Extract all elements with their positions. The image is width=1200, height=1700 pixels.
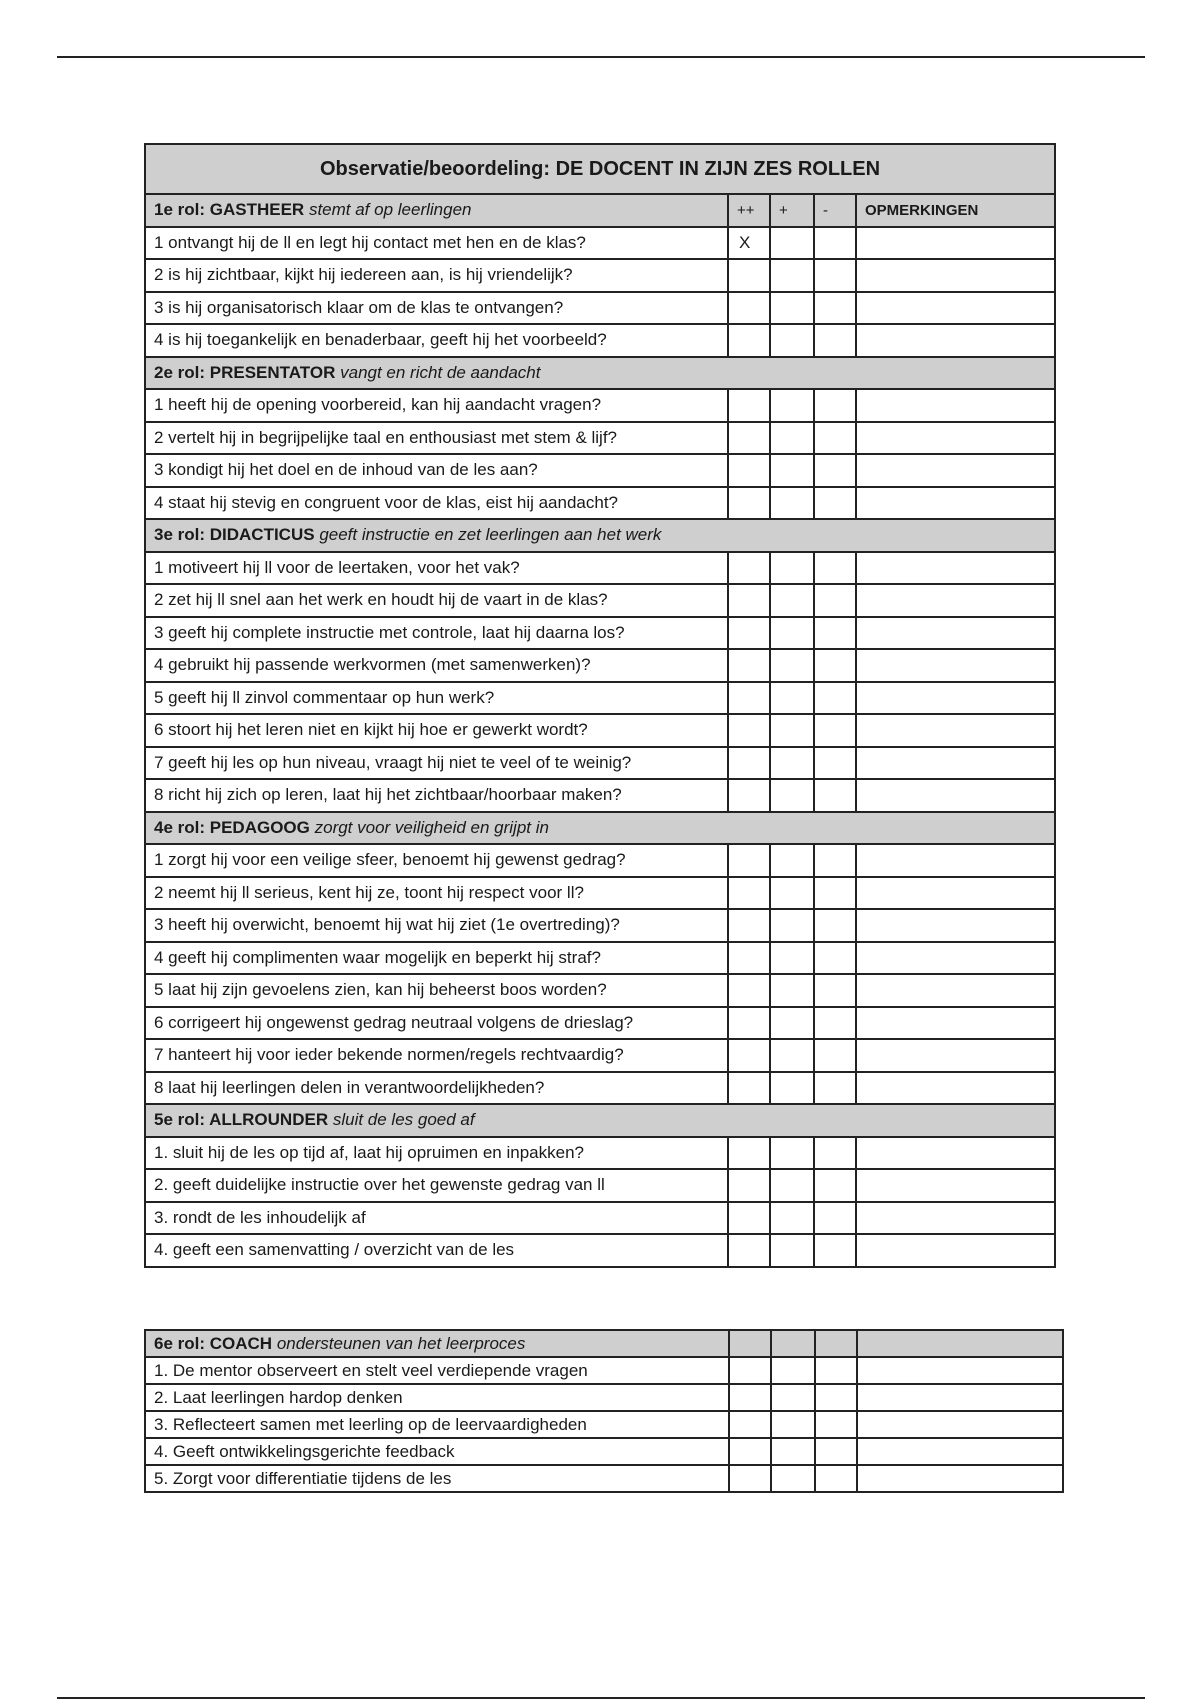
table-row bbox=[145, 1039, 1055, 1072]
rating-cell-m[interactable] bbox=[814, 649, 856, 682]
rating-cell-p[interactable] bbox=[770, 292, 814, 325]
item-question: 8 richt hij zich op leren, laat hij het zichtbaar/hoorbaar maken? bbox=[145, 779, 728, 812]
rating-cell-m[interactable] bbox=[814, 1072, 856, 1105]
section-header bbox=[145, 1104, 1055, 1137]
table-row bbox=[145, 1007, 1055, 1040]
rating-cell-m[interactable] bbox=[815, 1384, 857, 1411]
rating-cell-m[interactable] bbox=[814, 1202, 856, 1235]
section-label: 6e rol: COACH bbox=[154, 1333, 273, 1353]
notes-cell[interactable] bbox=[856, 942, 1055, 975]
table-row bbox=[145, 1169, 1055, 1202]
item-question: 3. Reflecteert samen met leerling op de leervaardigheden bbox=[145, 1411, 729, 1438]
rating-cell-p[interactable] bbox=[771, 1438, 815, 1465]
table-row bbox=[145, 389, 1055, 422]
coach-table-body bbox=[145, 1330, 1063, 1492]
rating-cell-p[interactable] bbox=[770, 942, 814, 975]
header-blank-cell bbox=[771, 1330, 815, 1357]
table-row bbox=[145, 682, 1055, 715]
rating-cell-m[interactable] bbox=[815, 1465, 857, 1492]
rating-cell-pp[interactable] bbox=[728, 584, 770, 617]
rating-cell-m[interactable] bbox=[814, 487, 856, 520]
column-header-p: + bbox=[770, 194, 814, 227]
rating-cell-m[interactable] bbox=[814, 779, 856, 812]
rating-cell-m[interactable] bbox=[814, 389, 856, 422]
rating-cell-pp[interactable] bbox=[728, 552, 770, 585]
section-description: vangt en richt de aandacht bbox=[340, 362, 541, 382]
section-header bbox=[145, 812, 1055, 845]
header-blank-cell bbox=[729, 1330, 771, 1357]
rating-cell-m[interactable] bbox=[814, 1039, 856, 1072]
item-question: 1 heeft hij de opening voorbereid, kan hij aandacht vragen? bbox=[145, 389, 728, 422]
rating-cell-m[interactable] bbox=[814, 1169, 856, 1202]
section-header bbox=[145, 519, 1055, 552]
rating-cell-p[interactable] bbox=[770, 1039, 814, 1072]
item-question: 8 laat hij leerlingen delen in verantwoordelijkheden? bbox=[145, 1072, 728, 1105]
item-question: 2 neemt hij ll serieus, kent hij ze, toont hij respect voor ll? bbox=[145, 877, 728, 910]
notes-cell[interactable] bbox=[856, 1202, 1055, 1235]
item-question: 1. De mentor observeert en stelt veel verdiepende vragen bbox=[145, 1357, 729, 1384]
item-question: 5 geeft hij ll zinvol commentaar op hun werk? bbox=[145, 682, 728, 715]
notes-cell[interactable] bbox=[856, 227, 1055, 260]
rating-cell-pp[interactable] bbox=[728, 747, 770, 780]
rating-cell-p[interactable] bbox=[770, 1072, 814, 1105]
rating-cell-m[interactable] bbox=[814, 227, 856, 260]
table-row bbox=[145, 1465, 1063, 1492]
table-title: Observatie/beoordeling: DE DOCENT IN ZIJN ZES ROLLEN bbox=[145, 144, 1055, 194]
notes-cell[interactable] bbox=[856, 389, 1055, 422]
notes-cell[interactable] bbox=[856, 487, 1055, 520]
item-question: 6 stoort hij het leren niet en kijkt hij hoe er gewerkt wordt? bbox=[145, 714, 728, 747]
rating-cell-pp[interactable] bbox=[728, 1072, 770, 1105]
rating-cell-p[interactable] bbox=[770, 877, 814, 910]
item-question: 4. geeft een samenvatting / overzicht van de les bbox=[145, 1234, 728, 1267]
table-row bbox=[145, 259, 1055, 292]
notes-cell[interactable] bbox=[856, 1039, 1055, 1072]
top-rule bbox=[57, 56, 1145, 58]
table-row bbox=[145, 909, 1055, 942]
column-header-pp: ++ bbox=[728, 194, 770, 227]
rating-cell-p[interactable] bbox=[770, 389, 814, 422]
table-row bbox=[145, 1357, 1063, 1384]
table-row bbox=[145, 552, 1055, 585]
rating-cell-pp[interactable] bbox=[728, 1202, 770, 1235]
item-question: 5 laat hij zijn gevoelens zien, kan hij beheerst boos worden? bbox=[145, 974, 728, 1007]
section-header-row bbox=[145, 194, 1055, 227]
rating-cell-p[interactable] bbox=[770, 714, 814, 747]
rating-cell-pp[interactable] bbox=[729, 1465, 771, 1492]
rating-cell-m[interactable] bbox=[815, 1357, 857, 1384]
rating-cell-p[interactable] bbox=[770, 422, 814, 455]
notes-cell[interactable] bbox=[856, 909, 1055, 942]
rating-cell-m[interactable] bbox=[814, 844, 856, 877]
rating-cell-p[interactable] bbox=[770, 454, 814, 487]
table-row bbox=[145, 454, 1055, 487]
rating-cell-pp[interactable] bbox=[729, 1384, 771, 1411]
rating-cell-p[interactable] bbox=[770, 324, 814, 357]
rating-cell-pp[interactable] bbox=[728, 292, 770, 325]
rating-cell-m[interactable] bbox=[814, 974, 856, 1007]
table-row bbox=[145, 844, 1055, 877]
item-question: 2 vertelt hij in begrijpelijke taal en enthousiast met stem & lijf? bbox=[145, 422, 728, 455]
item-question: 6 corrigeert hij ongewenst gedrag neutraal volgens de drieslag? bbox=[145, 1007, 728, 1040]
rating-cell-pp[interactable] bbox=[728, 909, 770, 942]
rating-cell-pp[interactable] bbox=[728, 259, 770, 292]
table-row bbox=[145, 747, 1055, 780]
table-row bbox=[145, 1384, 1063, 1411]
rating-cell-pp[interactable] bbox=[728, 1234, 770, 1267]
rating-cell-p[interactable] bbox=[770, 584, 814, 617]
rating-cell-pp[interactable] bbox=[728, 649, 770, 682]
rating-cell-p[interactable] bbox=[770, 1007, 814, 1040]
item-question: 2. Laat leerlingen hardop denken bbox=[145, 1384, 729, 1411]
notes-cell[interactable] bbox=[857, 1465, 1063, 1492]
table-row bbox=[145, 714, 1055, 747]
rating-cell-m[interactable] bbox=[814, 1007, 856, 1040]
rating-cell-m[interactable] bbox=[814, 877, 856, 910]
section-description: geeft instructie en zet leerlingen aan het werk bbox=[319, 525, 662, 545]
notes-cell[interactable] bbox=[856, 974, 1055, 1007]
table-row bbox=[145, 487, 1055, 520]
section-description: ondersteunen van het leerproces bbox=[276, 1333, 526, 1353]
notes-cell[interactable] bbox=[856, 877, 1055, 910]
rating-cell-m[interactable] bbox=[814, 942, 856, 975]
rating-cell-m[interactable] bbox=[814, 714, 856, 747]
rating-cell-m[interactable] bbox=[814, 682, 856, 715]
table-row bbox=[145, 1411, 1063, 1438]
item-question: 3 is hij organisatorisch klaar om de klas te ontvangen? bbox=[145, 292, 728, 325]
section-header-row bbox=[145, 812, 1055, 845]
rating-cell-m[interactable] bbox=[814, 584, 856, 617]
table-row bbox=[145, 649, 1055, 682]
table-row bbox=[145, 1234, 1055, 1267]
section-description: stemt af op leerlingen bbox=[308, 200, 472, 220]
observation-table bbox=[144, 143, 1056, 1268]
rating-cell-pp[interactable] bbox=[728, 1169, 770, 1202]
notes-cell[interactable] bbox=[856, 422, 1055, 455]
table-row bbox=[145, 974, 1055, 1007]
observation-table-body bbox=[145, 144, 1055, 1267]
table-row bbox=[145, 1072, 1055, 1105]
rating-cell-pp[interactable] bbox=[728, 877, 770, 910]
rating-cell-pp[interactable] bbox=[728, 779, 770, 812]
rating-cell-pp[interactable] bbox=[728, 487, 770, 520]
table-row bbox=[145, 422, 1055, 455]
rating-cell-p[interactable] bbox=[770, 974, 814, 1007]
column-header-notes: OPMERKINGEN bbox=[856, 194, 1055, 227]
notes-cell[interactable] bbox=[856, 714, 1055, 747]
item-question: 2 zet hij ll snel aan het werk en houdt hij de vaart in de klas? bbox=[145, 584, 728, 617]
notes-cell[interactable] bbox=[856, 779, 1055, 812]
notes-cell[interactable] bbox=[857, 1384, 1063, 1411]
notes-cell[interactable] bbox=[856, 552, 1055, 585]
section-header bbox=[145, 194, 728, 227]
rating-cell-p[interactable] bbox=[770, 909, 814, 942]
title-row bbox=[145, 144, 1055, 194]
table-row bbox=[145, 584, 1055, 617]
header-blank-cell bbox=[815, 1330, 857, 1357]
notes-cell[interactable] bbox=[856, 1169, 1055, 1202]
section-label: 5e rol: ALLROUNDER bbox=[154, 1110, 329, 1130]
notes-cell[interactable] bbox=[856, 584, 1055, 617]
item-question: 1. sluit hij de les op tijd af, laat hij opruimen en inpakken? bbox=[145, 1137, 728, 1170]
rating-cell-p[interactable] bbox=[770, 1202, 814, 1235]
section-description: sluit de les goed af bbox=[332, 1110, 475, 1130]
item-question: 4 geeft hij complimenten waar mogelijk en beperkt hij straf? bbox=[145, 942, 728, 975]
item-question: 2 is hij zichtbaar, kijkt hij iedereen aan, is hij vriendelijk? bbox=[145, 259, 728, 292]
item-question: 4 is hij toegankelijk en benaderbaar, geeft hij het voorbeeld? bbox=[145, 324, 728, 357]
table-row bbox=[145, 617, 1055, 650]
notes-cell[interactable] bbox=[856, 1072, 1055, 1105]
rating-cell-pp[interactable] bbox=[728, 682, 770, 715]
rating-cell-p[interactable] bbox=[770, 747, 814, 780]
notes-cell[interactable] bbox=[856, 747, 1055, 780]
rating-cell-m[interactable] bbox=[814, 454, 856, 487]
rating-cell-pp[interactable] bbox=[729, 1357, 771, 1384]
header-blank-cell bbox=[857, 1330, 1063, 1357]
section-header bbox=[145, 1330, 729, 1357]
item-question: 1 zorgt hij voor een veilige sfeer, benoemt hij gewenst gedrag? bbox=[145, 844, 728, 877]
section-label: 4e rol: PEDAGOOG bbox=[154, 817, 310, 837]
rating-cell-pp[interactable] bbox=[729, 1438, 771, 1465]
rating-cell-m[interactable] bbox=[814, 292, 856, 325]
item-question: 3 heeft hij overwicht, benoemt hij wat hij ziet (1e overtreding)? bbox=[145, 909, 728, 942]
rating-cell-pp[interactable] bbox=[729, 1411, 771, 1438]
column-header-m: - bbox=[814, 194, 856, 227]
notes-cell[interactable] bbox=[856, 1137, 1055, 1170]
notes-cell[interactable] bbox=[856, 617, 1055, 650]
section-label: 2e rol: PRESENTATOR bbox=[154, 362, 336, 382]
rating-cell-p[interactable] bbox=[770, 779, 814, 812]
rating-cell-p[interactable] bbox=[770, 259, 814, 292]
item-question: 2. geeft duidelijke instructie over het gewenste gedrag van ll bbox=[145, 1169, 728, 1202]
rating-cell-p[interactable] bbox=[770, 617, 814, 650]
rating-cell-p[interactable] bbox=[770, 682, 814, 715]
rating-cell-m[interactable] bbox=[814, 617, 856, 650]
rating-cell-p[interactable] bbox=[771, 1465, 815, 1492]
rating-cell-pp[interactable] bbox=[728, 844, 770, 877]
rating-cell-p[interactable] bbox=[771, 1411, 815, 1438]
item-question: 3. rondt de les inhoudelijk af bbox=[145, 1202, 728, 1235]
rating-cell-m[interactable] bbox=[814, 1137, 856, 1170]
rating-cell-p[interactable] bbox=[770, 227, 814, 260]
rating-cell-m[interactable] bbox=[814, 259, 856, 292]
table-row bbox=[145, 877, 1055, 910]
section-label: 3e rol: DIDACTICUS bbox=[154, 525, 315, 545]
rating-cell-m[interactable] bbox=[814, 552, 856, 585]
section-header-row bbox=[145, 519, 1055, 552]
bottom-rule bbox=[57, 1697, 1145, 1699]
rating-cell-p[interactable] bbox=[770, 1169, 814, 1202]
rating-cell-pp[interactable] bbox=[728, 942, 770, 975]
notes-cell[interactable] bbox=[856, 454, 1055, 487]
notes-cell[interactable] bbox=[856, 259, 1055, 292]
item-question: 3 kondigt hij het doel en de inhoud van de les aan? bbox=[145, 454, 728, 487]
rating-cell-pp[interactable] bbox=[728, 974, 770, 1007]
table-row bbox=[145, 227, 1055, 260]
rating-cell-p[interactable] bbox=[770, 552, 814, 585]
rating-cell-pp[interactable] bbox=[728, 1137, 770, 1170]
item-question: 7 hanteert hij voor ieder bekende normen/regels rechtvaardig? bbox=[145, 1039, 728, 1072]
table-row bbox=[145, 1438, 1063, 1465]
notes-cell[interactable] bbox=[856, 292, 1055, 325]
table-row bbox=[145, 942, 1055, 975]
rating-cell-pp[interactable] bbox=[728, 422, 770, 455]
section-header-row bbox=[145, 1330, 1063, 1357]
rating-cell-p[interactable] bbox=[770, 649, 814, 682]
rating-cell-pp[interactable] bbox=[728, 389, 770, 422]
rating-cell-p[interactable] bbox=[770, 844, 814, 877]
rating-cell-p[interactable] bbox=[771, 1384, 815, 1411]
table-row bbox=[145, 779, 1055, 812]
item-question: 1 motiveert hij ll voor de leertaken, voor het vak? bbox=[145, 552, 728, 585]
notes-cell[interactable] bbox=[856, 1234, 1055, 1267]
rating-cell-m[interactable] bbox=[815, 1411, 857, 1438]
rating-cell-pp[interactable] bbox=[728, 714, 770, 747]
rating-cell-p[interactable] bbox=[770, 487, 814, 520]
rating-cell-p[interactable] bbox=[770, 1234, 814, 1267]
notes-cell[interactable] bbox=[856, 844, 1055, 877]
notes-cell[interactable] bbox=[856, 1007, 1055, 1040]
rating-cell-p[interactable] bbox=[770, 1137, 814, 1170]
item-question: 4. Geeft ontwikkelingsgerichte feedback bbox=[145, 1438, 729, 1465]
item-question: 7 geeft hij les op hun niveau, vraagt hij niet te veel of te weinig? bbox=[145, 747, 728, 780]
notes-cell[interactable] bbox=[857, 1438, 1063, 1465]
item-question: 4 gebruikt hij passende werkvormen (met samenwerken)? bbox=[145, 649, 728, 682]
section-header-row bbox=[145, 357, 1055, 390]
item-question: 5. Zorgt voor differentiatie tijdens de les bbox=[145, 1465, 729, 1492]
rating-cell-p[interactable] bbox=[771, 1357, 815, 1384]
rating-cell-pp[interactable] bbox=[728, 454, 770, 487]
notes-cell[interactable] bbox=[856, 324, 1055, 357]
table-row bbox=[145, 324, 1055, 357]
rating-cell-pp[interactable] bbox=[728, 617, 770, 650]
section-header-row bbox=[145, 1104, 1055, 1137]
item-question: 3 geeft hij complete instructie met controle, laat hij daarna los? bbox=[145, 617, 728, 650]
table-row bbox=[145, 1202, 1055, 1235]
rating-cell-m[interactable] bbox=[814, 324, 856, 357]
notes-cell[interactable] bbox=[857, 1411, 1063, 1438]
coach-table bbox=[144, 1329, 1064, 1493]
rating-cell-m[interactable] bbox=[815, 1438, 857, 1465]
rating-cell-m[interactable] bbox=[814, 422, 856, 455]
item-question: 4 staat hij stevig en congruent voor de klas, eist hij aandacht? bbox=[145, 487, 728, 520]
notes-cell[interactable] bbox=[857, 1357, 1063, 1384]
section-header bbox=[145, 357, 1055, 390]
table-row bbox=[145, 292, 1055, 325]
rating-cell-m[interactable] bbox=[814, 1234, 856, 1267]
section-description: zorgt voor veiligheid en grijpt in bbox=[314, 817, 549, 837]
item-question: 1 ontvangt hij de ll en legt hij contact met hen en de klas? bbox=[145, 227, 728, 260]
rating-cell-pp[interactable] bbox=[728, 324, 770, 357]
rating-cell-pp[interactable] bbox=[728, 1007, 770, 1040]
rating-cell-m[interactable] bbox=[814, 909, 856, 942]
rating-cell-pp[interactable]: X bbox=[728, 227, 770, 260]
rating-cell-m[interactable] bbox=[814, 747, 856, 780]
notes-cell[interactable] bbox=[856, 682, 1055, 715]
section-label: 1e rol: GASTHEER bbox=[154, 200, 305, 220]
table-row bbox=[145, 1137, 1055, 1170]
notes-cell[interactable] bbox=[856, 649, 1055, 682]
rating-cell-pp[interactable] bbox=[728, 1039, 770, 1072]
